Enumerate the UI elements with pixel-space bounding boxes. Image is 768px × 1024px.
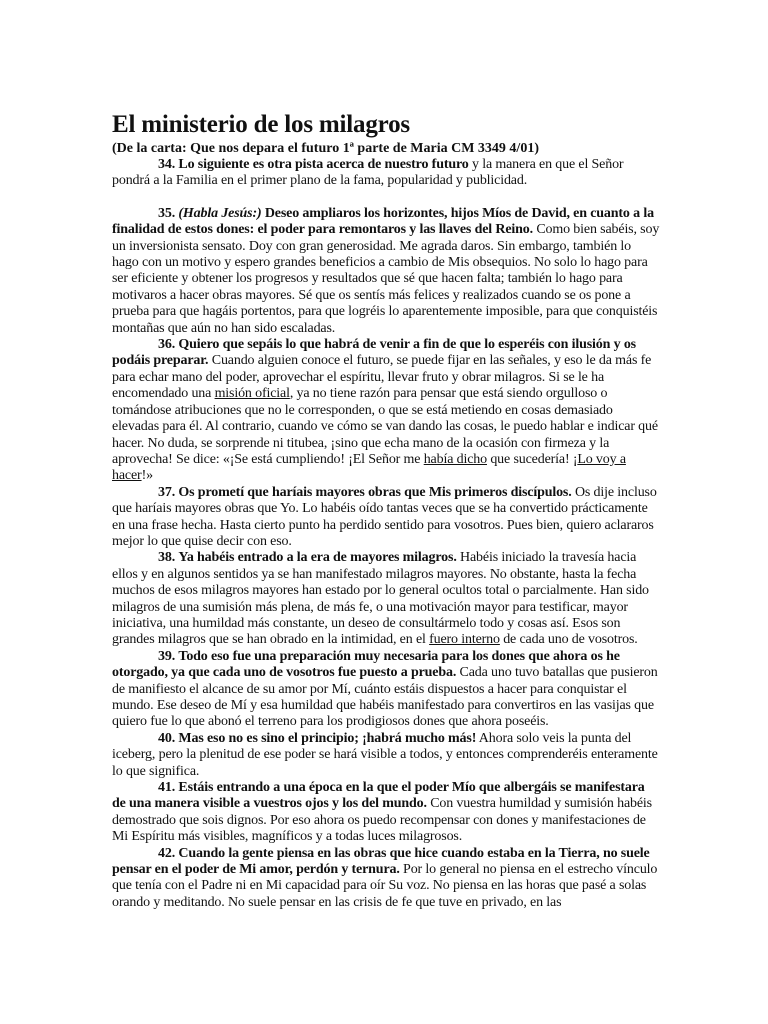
paragraph-38 (112, 550, 660, 648)
paragraph-number: 40. (158, 730, 176, 746)
paragraph-40 (112, 731, 660, 780)
paragraph-number: 41. (158, 780, 176, 796)
paragraph-lead: Estáis entrando a una época en la que el poder Mío que albergáis se manifestara de una manera visible a vuestros ojos y los del mundo. (112, 780, 645, 812)
paragraph-gap (112, 190, 660, 206)
paragraph-number: 37. (158, 484, 176, 500)
paragraph-body: Os dije incluso que haríais mayores obras que Yo. Lo habéis oído tantas veces que se ha convertido prácticamente en una frase hecha. Hasta cierto punto ha perdido sentido para vosotros. Pues bien, quiero aclararos mejor lo que quise decir con eso. (112, 484, 657, 549)
underlined-phrase: había dicho (423, 451, 487, 467)
paragraph-lead: Os prometí que haríais mayores obras que Mis primeros discípulos. (178, 484, 572, 500)
paragraph-number: 39. (158, 648, 176, 664)
paragraph-body: Habéis iniciado la travesía hacia ellos y en algunos sentidos ya se han manifestado milagros mayores. No obstante, hasta la fecha muchos de esos milagros mayores han estado por lo general ocultos total o parcialmente. Han sido milagros de una sumisión más plena, de más fe, o una motivación mayor para testificar, mayor iniciativa, una humildad más constante, un deseo de consultármelo todo y cosas así. Esos son grandes milagros que se han obrado en la intimidad, en el (112, 550, 649, 648)
speaker-note: (Habla Jesús:) (178, 205, 262, 221)
paragraph-number: 36. (158, 337, 176, 353)
paragraph-34 (112, 157, 660, 190)
document-subtitle: (De la carta: Que nos depara el futuro 1ª parte de Maria CM 3349 4/01) (112, 141, 539, 156)
paragraph-body: Con vuestra humildad y sumisión habéis demostrado que sois dignos. Por eso ahora os puedo recompensar con dones y manifestaciones de Mi Espíritu más visibles, magníficos y a todas luces milagrosos. (112, 796, 652, 845)
paragraph-39 (112, 649, 660, 731)
paragraph-body: !» (141, 468, 153, 484)
paragraph-body: y la manera en que el Señor pondrá a la Familia en el primer plano de la fama, popularidad y publicidad. (112, 157, 624, 189)
paragraph-body: Cada uno tuvo batallas que pusieron de manifiesto el alcance de su amor por Mí, cuánto estáis dispuestos a hacer para conquistar el mundo. Ese deseo de Mí y esa humildad que habéis manifestado para convertiros en las vasijas que quiero fue lo que abonó el terreno para los prodigiosos dones que ahora poseéis. (112, 665, 658, 730)
paragraph-body: Por lo general no piensa en el estrecho vínculo que tenía con el Padre ni en Mi capacidad para oír Su voz. No piensa en las horas que pasé a solas orando y meditando. No suele pensar en las crisis de fe que tuve en privado, en las (112, 862, 658, 910)
document-title: El ministerio de los milagros (112, 111, 410, 138)
underlined-phrase: misión oficial (214, 386, 290, 402)
paragraph-body: , ya no tiene razón para pensar que está siendo orgulloso o tomándose atribuciones que no le corresponden, o que se está metiendo en cosas demasiado elevadas para él. Al contrario, cuando ve cómo se van dando las cosas, le puedo hablar e indicar qué hacer. No duda, se sorprende ni titubea, ¡sino que echa mano de la ocasión con firmeza y la aprovecha! Se dice: «¡Se está cumpliendo! ¡El Señor me (112, 386, 658, 467)
paragraph-36 (112, 337, 660, 485)
document-page (112, 110, 660, 911)
paragraph-42 (112, 846, 660, 912)
paragraph-lead: Quiero que sepáis lo que habrá de venir a fin de que lo esperéis con ilusión y os podáis preparar. (112, 337, 636, 369)
paragraph-number: 34. (158, 157, 176, 172)
paragraph-number: 38. (158, 550, 176, 566)
paragraph-number: 35. (158, 205, 176, 221)
paragraph-35 (112, 206, 660, 337)
paragraph-41 (112, 780, 660, 846)
underlined-phrase: Lo voy a hacer (112, 451, 626, 484)
paragraph-number: 42. (158, 845, 176, 861)
paragraph-body: Cuando alguien conoce el futuro, se puede fijar en las señales, y eso le da más fe para echar mano del poder, aprovechar el espíritu, llevar fruto y obrar milagros. Si se le ha encomendado una (112, 353, 652, 402)
paragraph-body: Ahora solo veis la punta del iceberg, pero la plenitud de ese poder se hará visible a todos, y entonces comprenderéis enteramente lo que significa. (112, 730, 658, 779)
paragraph-lead: Cuando la gente piensa en las obras que hice cuando estaba en la Tierra, no suele pensar en el poder de Mi amor, perdón y ternura. (112, 845, 650, 878)
paragraph-body: de cada uno de vosotros. (499, 632, 638, 648)
underlined-phrase: fuero interno (429, 632, 500, 648)
paragraph-lead: Todo eso fue una preparación muy necesaria para los dones que ahora os he otorgado, ya que cada uno de vosotros fue puesto a prueba. (112, 648, 620, 681)
paragraph-body: que sucedería! ¡ (486, 451, 578, 467)
paragraph-lead: Lo siguiente es otra pista acerca de nuestro futuro (178, 157, 469, 172)
paragraph-37 (112, 485, 660, 551)
paragraph-lead: Ya habéis entrado a la era de mayores milagros. (178, 550, 457, 566)
paragraph-lead: Mas eso no es sino el principio; ¡habrá mucho más! (178, 730, 477, 746)
paragraph-body: Como bien sabéis, soy un inversionista sensato. Doy con gran generosidad. Me agrada daros. Sin embargo, también lo hago con un motivo y espero grandes beneficios a cambio de Mis obsequios. No solo lo hago para ser eficiente y obtener los progresos y resultados que sé que hacen falta; también lo hago para motivaros a hacer obras mayores. Sé que os sentís más felices y realizados cuando se os pone a prueba para que hagáis portentos, para que logréis lo aparentemente imposible, para que conquistéis montañas que aún no han sido escaladas. (112, 222, 660, 336)
paragraph-lead: Deseo ampliaros los horizontes, hijos Míos de David, en cuanto a la finalidad de estos dones: el poder para remontaros y las llaves del Reino. (112, 205, 654, 238)
